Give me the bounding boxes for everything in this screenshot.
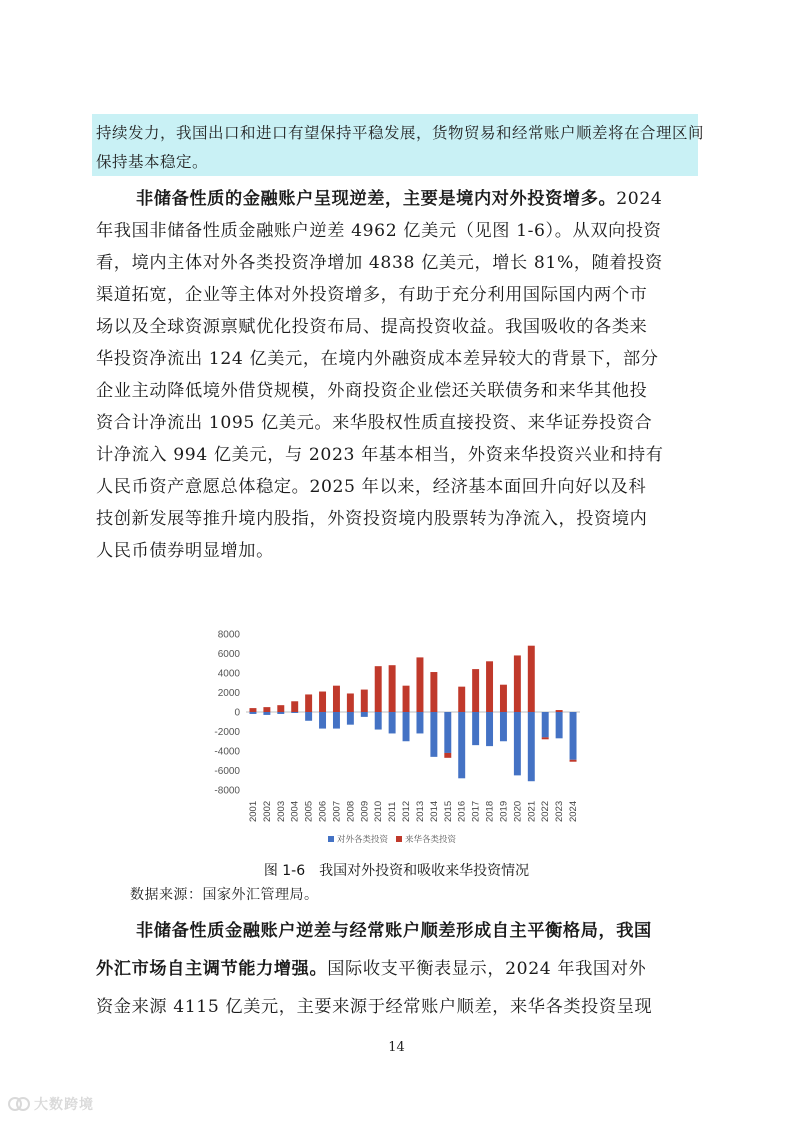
figure-caption: 图 1-6 我国对外投资和吸收来华投资情况	[263, 863, 530, 879]
para1-line: 计净流入 994 亿美元，与 2023 年基本相当，外资来华投资兴业和持有	[96, 445, 664, 465]
bar-inbound-2003	[277, 705, 284, 712]
bar-outbound-2015	[444, 712, 451, 753]
bar-inbound-2001	[249, 708, 256, 712]
x-tick-label: 2024	[568, 800, 580, 822]
bar-inbound-2017	[472, 669, 479, 712]
legend-label-outbound: 对外各类投资	[337, 835, 389, 845]
para1-line: 人民币资产意愿总体稳定。2025 年以来，经济基本面回升向好以及科	[96, 477, 647, 497]
x-tick-label: 2013	[414, 800, 426, 822]
bar-outbound-2024	[570, 712, 577, 760]
bar-inbound-2007	[333, 686, 340, 712]
para1-lead: 非储备性质的金融账户呈现逆差，主要是境内对外投资增多。	[136, 189, 617, 209]
x-tick-label: 2014	[428, 800, 440, 822]
bar-outbound-2004	[291, 712, 298, 713]
bar-inbound-2022	[542, 737, 549, 739]
para1-line: 人民币债券明显增加。	[96, 541, 274, 561]
para1-line: 企业主动降低境外借贷规模，外商投资企业偿还关联债务和来华其他投	[96, 381, 648, 401]
page-number: 14	[388, 1040, 405, 1055]
bar-inbound-2008	[347, 693, 354, 712]
watermark-logo-icon	[8, 1095, 30, 1113]
x-tick-label: 2016	[456, 800, 468, 822]
para1-line: 场以及全球资源禀赋优化投资布局、提高投资收益。我国吸收的各类来	[96, 317, 648, 337]
bar-inbound-2005	[305, 694, 312, 712]
bar-outbound-2012	[403, 712, 410, 741]
x-tick-label: 2005	[303, 800, 315, 822]
watermark-text: 大数跨境	[34, 1097, 94, 1113]
para1-line: 技创新发展等推升境内股指，外资投资境内股票转为净流入，投资境内	[96, 509, 648, 529]
x-tick-label: 2006	[317, 800, 329, 822]
legend-swatch-outbound	[328, 836, 334, 842]
bar-inbound-2021	[528, 646, 535, 712]
figure-source: 数据来源：国家外汇管理局。	[130, 887, 319, 903]
para2-line3: 资金来源 4115 亿美元，主要来源于经常账户顺差，来华各类投资呈现	[96, 997, 653, 1017]
bar-inbound-2010	[375, 666, 382, 712]
x-tick-label: 2007	[331, 800, 343, 822]
y-tick-label: 8000	[217, 629, 240, 641]
bar-outbound-2002	[263, 712, 270, 715]
para2-lead-line1: 非储备性质金融账户逆差与经常账户顺差形成自主平衡格局，我国	[136, 921, 652, 941]
bar-inbound-2024	[570, 760, 577, 762]
para1-line: 年我国非储备性质金融账户逆差 4962 亿美元（见图 1-6）。从双向投资	[96, 221, 662, 241]
bar-inbound-2018	[486, 661, 493, 712]
bar-inbound-2014	[430, 672, 437, 712]
bar-inbound-2009	[361, 690, 368, 712]
y-tick-label: -8000	[214, 785, 240, 797]
para1-line: 看，境内主体对外各类投资净增加 4838 亿美元，增长 81%，随着投资	[96, 253, 663, 273]
bar-outbound-2017	[472, 712, 479, 745]
y-tick-label: 4000	[217, 668, 240, 680]
para1-year: 2024	[616, 189, 663, 209]
x-tick-label: 2002	[261, 800, 273, 822]
bar-outbound-2003	[277, 712, 284, 714]
legend-label-inbound: 来华各类投资	[405, 835, 457, 845]
y-tick-label: 2000	[217, 688, 240, 699]
bar-inbound-2011	[389, 665, 396, 712]
x-tick-label: 2008	[345, 800, 357, 822]
bar-inbound-2002	[263, 707, 270, 712]
x-tick-label: 2010	[373, 800, 385, 822]
y-tick-label: -4000	[214, 746, 240, 758]
bar-outbound-2016	[458, 712, 465, 778]
x-tick-label: 2017	[470, 800, 482, 822]
x-tick-label: 2012	[401, 800, 413, 822]
bar-outbound-2005	[305, 712, 312, 721]
bar-outbound-2011	[389, 712, 396, 733]
bar-inbound-2023	[556, 710, 563, 712]
x-tick-label: 2020	[512, 800, 524, 822]
bar-inbound-2020	[514, 655, 521, 712]
para1-line: 渠道拓宽，企业等主体对外投资增多，有助于充分利用国际国内两个市	[96, 285, 648, 305]
bar-inbound-2012	[403, 686, 410, 712]
bar-outbound-2007	[333, 712, 340, 729]
y-tick-label: -2000	[214, 727, 240, 738]
investment-bar-chart	[200, 622, 600, 854]
bar-outbound-2006	[319, 712, 326, 729]
x-tick-label: 2021	[526, 800, 538, 822]
x-tick-label: 2019	[498, 800, 510, 822]
bar-outbound-2022	[542, 712, 549, 737]
x-tick-label: 2023	[554, 800, 566, 822]
para2-rest: 国际收支平衡表显示，2024 年我国对外	[327, 959, 647, 979]
bar-outbound-2018	[486, 712, 493, 746]
para1-line: 资合计净流出 1095 亿美元。来华股权性质直接投资、来华证券投资合	[96, 413, 653, 433]
y-tick-label: -6000	[214, 766, 240, 777]
x-tick-label: 2009	[359, 800, 371, 822]
bar-inbound-2006	[319, 692, 326, 712]
x-tick-label: 2018	[484, 800, 496, 822]
highlight-line-2: 保持基本稳定。	[96, 153, 209, 171]
y-tick-label: 0	[234, 707, 240, 719]
bar-inbound-2004	[291, 701, 298, 712]
bar-outbound-2009	[361, 712, 368, 717]
bar-outbound-2010	[375, 712, 382, 730]
bar-outbound-2008	[347, 712, 354, 725]
x-tick-label: 2004	[289, 800, 301, 822]
x-tick-label: 2003	[275, 800, 287, 822]
bar-outbound-2001	[249, 712, 256, 714]
bar-inbound-2013	[416, 657, 423, 712]
x-tick-label: 2001	[247, 800, 259, 822]
bar-outbound-2014	[430, 712, 437, 757]
y-tick-label: 6000	[217, 649, 240, 660]
para1-line: 华投资净流出 124 亿美元，在境内外融资成本差异较大的背景下，部分	[96, 349, 659, 369]
x-tick-label: 2015	[442, 800, 454, 822]
bar-outbound-2023	[556, 712, 563, 738]
bar-outbound-2020	[514, 712, 521, 775]
bar-inbound-2016	[458, 687, 465, 712]
highlight-line-1: 持续发力，我国出口和进口有望保持平稳发展，货物贸易和经常账户顺差将在合理区间	[96, 124, 705, 142]
para2-lead-line2: 外汇市场自主调节能力增强。	[96, 959, 328, 979]
watermark	[8, 1094, 94, 1114]
x-tick-label: 2022	[540, 800, 552, 822]
bar-inbound-2019	[500, 685, 507, 712]
bar-inbound-2015	[444, 753, 451, 758]
bar-outbound-2013	[416, 712, 423, 733]
x-tick-label: 2011	[387, 801, 399, 822]
bar-outbound-2021	[528, 712, 535, 781]
legend-swatch-inbound	[396, 836, 402, 842]
bar-outbound-2019	[500, 712, 507, 741]
